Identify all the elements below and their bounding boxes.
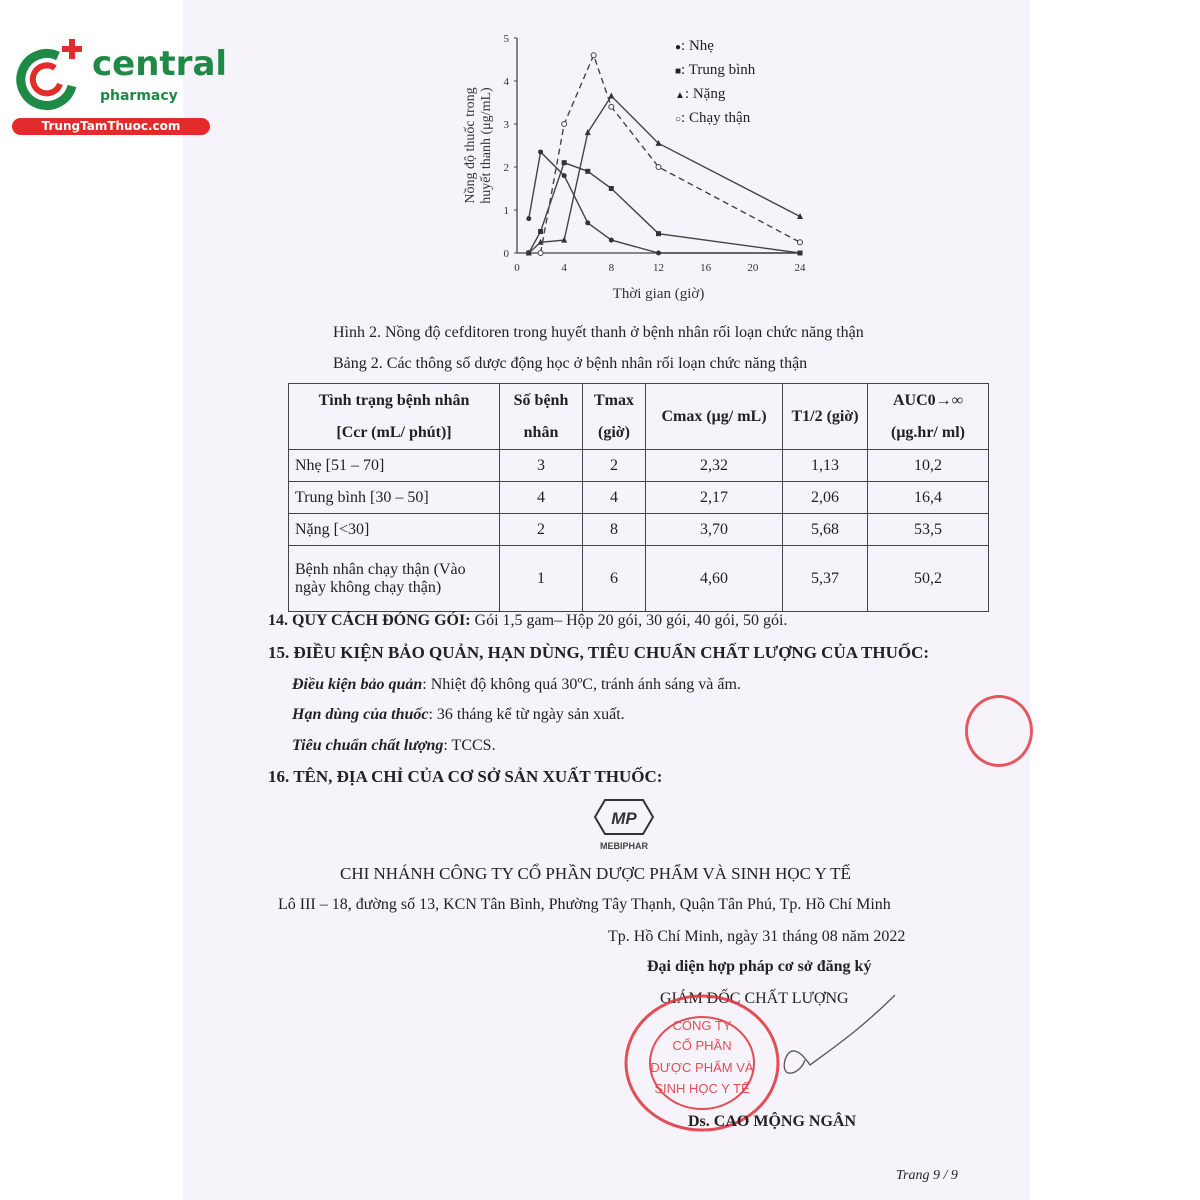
- signature-title: GIÁM ĐỐC CHẤT LƯỢNG: [660, 990, 849, 1007]
- header-cell: Tình trạng bệnh nhân: [318, 391, 470, 409]
- table-cell: 50,2: [868, 546, 989, 612]
- header-cell: Số bệnh: [513, 391, 569, 409]
- table-cell: 1: [500, 546, 583, 612]
- svg-text:CÔNG TY: CÔNG TY: [672, 1018, 732, 1033]
- data-point: [656, 165, 661, 170]
- section-15-title: 15. ĐIỀU KIỆN BẢO QUẢN, HẠN DÙNG, TIÊU CHUẨN CHẤT LƯỢNG CỦA THUỐC:: [268, 643, 930, 662]
- y-tick-label: 1: [503, 205, 509, 217]
- data-point: [656, 251, 661, 256]
- table-cell: 6: [583, 546, 646, 612]
- section-16-title: 16. TÊN, ĐỊA CHỈ CỦA CƠ SỞ SẢN XUẤT THUỐC:: [268, 767, 663, 786]
- table-row: [289, 482, 989, 514]
- table-row: [289, 546, 989, 612]
- logo-name: MEBIPHAR: [599, 841, 648, 851]
- data-point: [798, 251, 803, 256]
- legend-label: Nặng: [692, 86, 726, 102]
- central-pharmacy-logo-icon: [10, 38, 90, 113]
- table-cell: 2: [583, 450, 646, 482]
- company-address: Lô III – 18, đường số 13, KCN Tân Bình, Phường Tây Thạnh, Quận Tân Phú, Tp. Hồ Chí Minh: [278, 896, 891, 913]
- signature-rep: Đại diện hợp pháp cơ sở đăng ký: [647, 958, 872, 975]
- x-tick-label: 24: [794, 262, 806, 274]
- company-stamp: [622, 993, 782, 1133]
- table-row: [289, 514, 989, 546]
- label: Hạn dùng của thuốc: [292, 706, 429, 723]
- data-point: [609, 186, 614, 191]
- svg-text:CỔ PHẦN: CỔ PHẦN: [672, 1038, 732, 1053]
- table-cell: 53,5: [868, 514, 989, 546]
- x-tick-label: 12: [653, 262, 664, 274]
- y-tick-label: 2: [503, 162, 509, 174]
- series-line-0: [529, 152, 800, 253]
- signature-mark: [770, 990, 900, 1090]
- brand-name: central: [92, 44, 228, 84]
- legend-label: Trung bình: [688, 62, 756, 78]
- y-tick-label: 4: [503, 76, 509, 88]
- header-cell: (giờ): [598, 423, 630, 441]
- table-cell: 2,17: [646, 482, 783, 514]
- legend-marker-icon: ▲: [675, 90, 685, 101]
- value: : Nhiệt độ không quá 30ºC, tránh ánh sáng và ẩm.: [422, 676, 741, 693]
- y-axis-label-2: huyết thanh (μg/mL): [479, 87, 494, 204]
- figure-caption: Hình 2. Nồng độ cefditoren trong huyết thanh ở bệnh nhân rối loạn chức năng thận: [333, 324, 864, 341]
- series-line-3: [541, 55, 800, 253]
- table-cell: 8: [583, 514, 646, 546]
- data-point: [798, 240, 803, 245]
- table-cell: 4: [500, 482, 583, 514]
- section-14: [268, 612, 787, 630]
- brand-sub: pharmacy: [100, 88, 178, 104]
- x-tick-label: 16: [700, 262, 712, 274]
- header-cell: (μg.hr/ ml): [891, 423, 965, 441]
- storage-line: [292, 676, 741, 694]
- data-point: [591, 53, 596, 58]
- y-tick-label: 5: [503, 33, 509, 45]
- legend-item: ■: Trung bình: [675, 62, 756, 78]
- signer-name: Ds. CAO MỘNG NGÂN: [688, 1113, 856, 1130]
- header-cell: T1/2 (giờ): [791, 407, 859, 425]
- table-cell: Nặng [<30]: [289, 514, 500, 546]
- table-cell: 5,68: [783, 514, 868, 546]
- label: Tiêu chuẩn chất lượng: [292, 737, 444, 754]
- x-axis-label: Thời gian (giờ): [612, 286, 705, 302]
- legend-label: Nhẹ: [688, 38, 714, 54]
- table-cell: 16,4: [868, 482, 989, 514]
- svg-text:MP: MP: [611, 809, 637, 828]
- data-point: [538, 149, 543, 154]
- data-point: [585, 220, 590, 225]
- label: Điều kiện bảo quản: [292, 676, 423, 693]
- svg-text:DƯỢC PHẨM VÀ: DƯỢC PHẨM VÀ: [650, 1060, 754, 1075]
- table-cell: 2,32: [646, 450, 783, 482]
- y-axis-label-1: Nồng độ thuốc trong: [463, 87, 478, 204]
- legend-label: Chạy thận: [688, 110, 751, 126]
- table-cell: 3,70: [646, 514, 783, 546]
- table-cell: Trung bình [30 – 50]: [289, 482, 500, 514]
- page-number: Trang 9 / 9: [896, 1168, 958, 1183]
- legend-marker-icon: ○: [675, 114, 682, 125]
- brand-site: TrungTamThuoc.com: [12, 118, 210, 135]
- table-cell: 10,2: [868, 450, 989, 482]
- header-cell: Cmax (μg/ mL): [661, 407, 767, 425]
- table-cell: 5,37: [783, 546, 868, 612]
- y-tick-label: 3: [503, 119, 509, 131]
- data-point: [609, 238, 614, 243]
- value: : TCCS.: [443, 737, 496, 754]
- table-cell: Bệnh nhân chạy thận (Vào ngày không chạy thận): [289, 546, 500, 612]
- legend-item: ●: Nhẹ: [675, 38, 714, 54]
- x-tick-label: 0: [514, 262, 520, 274]
- mebiphar-logo: [588, 798, 660, 851]
- table-cell: 3: [500, 450, 583, 482]
- chart-legend: [675, 35, 755, 131]
- data-point: [538, 229, 543, 234]
- data-point: [608, 93, 614, 99]
- section-text: Gói 1,5 gam– Hộp 20 gói, 30 gói, 40 gói, 50 gói.: [474, 612, 788, 629]
- table-caption: Bảng 2. Các thông số dược động học ở bệnh nhân rối loạn chức năng thận: [333, 355, 808, 372]
- x-tick-label: 4: [561, 262, 567, 274]
- data-point: [609, 104, 614, 109]
- x-tick-label: 20: [747, 262, 759, 274]
- x-tick-label: 8: [608, 262, 615, 274]
- data-point: [562, 173, 567, 178]
- pk-table: [288, 383, 989, 612]
- legend-item: ▲: Nặng: [675, 86, 726, 102]
- data-point: [538, 251, 543, 256]
- table-header-row: [289, 384, 989, 450]
- section-title: 14. QUY CÁCH ĐÓNG GÓI:: [268, 612, 471, 629]
- quality-standard-line: [292, 737, 496, 755]
- data-point: [526, 216, 531, 221]
- table-cell: 2,06: [783, 482, 868, 514]
- header-cell: Tmax: [594, 391, 634, 409]
- table-cell: Nhẹ [51 – 70]: [289, 450, 500, 482]
- series-line-1: [529, 163, 800, 253]
- table-cell: 2: [500, 514, 583, 546]
- data-point: [562, 160, 567, 165]
- legend-item: ○: Chạy thận: [675, 110, 751, 126]
- header-cell: AUC0→∞: [892, 391, 964, 409]
- legend-marker-icon: ●: [675, 42, 682, 53]
- series-line-2: [529, 96, 800, 253]
- header-cell: nhân: [523, 423, 559, 441]
- table-cell: 4,60: [646, 546, 783, 612]
- shelf-life-line: [292, 706, 625, 724]
- table-cell: 4: [583, 482, 646, 514]
- value: : 36 tháng kể từ ngày sản xuất.: [428, 706, 625, 723]
- legend-marker-icon: ■: [675, 66, 682, 77]
- table-cell: 1,13: [783, 450, 868, 482]
- mebiphar-logo-icon: [593, 798, 655, 836]
- data-point: [656, 231, 661, 236]
- svg-text:SINH HỌC Y TẾ: SINH HỌC Y TẾ: [654, 1081, 750, 1096]
- central-pharmacy-watermark: [10, 38, 228, 138]
- signature-date: Tp. Hồ Chí Minh, ngày 31 tháng 08 năm 2022: [608, 928, 906, 945]
- y-tick-label: 0: [503, 248, 509, 260]
- data-point: [585, 169, 590, 174]
- table-row: [289, 450, 989, 482]
- company-name: CHI NHÁNH CÔNG TY CỔ PHẦN DƯỢC PHẨM VÀ SINH HỌC Y TẾ: [340, 864, 851, 883]
- data-point: [562, 122, 567, 127]
- partial-stamp-icon: [965, 695, 1033, 767]
- header-cell: [Ccr (mL/ phút)]: [336, 423, 452, 441]
